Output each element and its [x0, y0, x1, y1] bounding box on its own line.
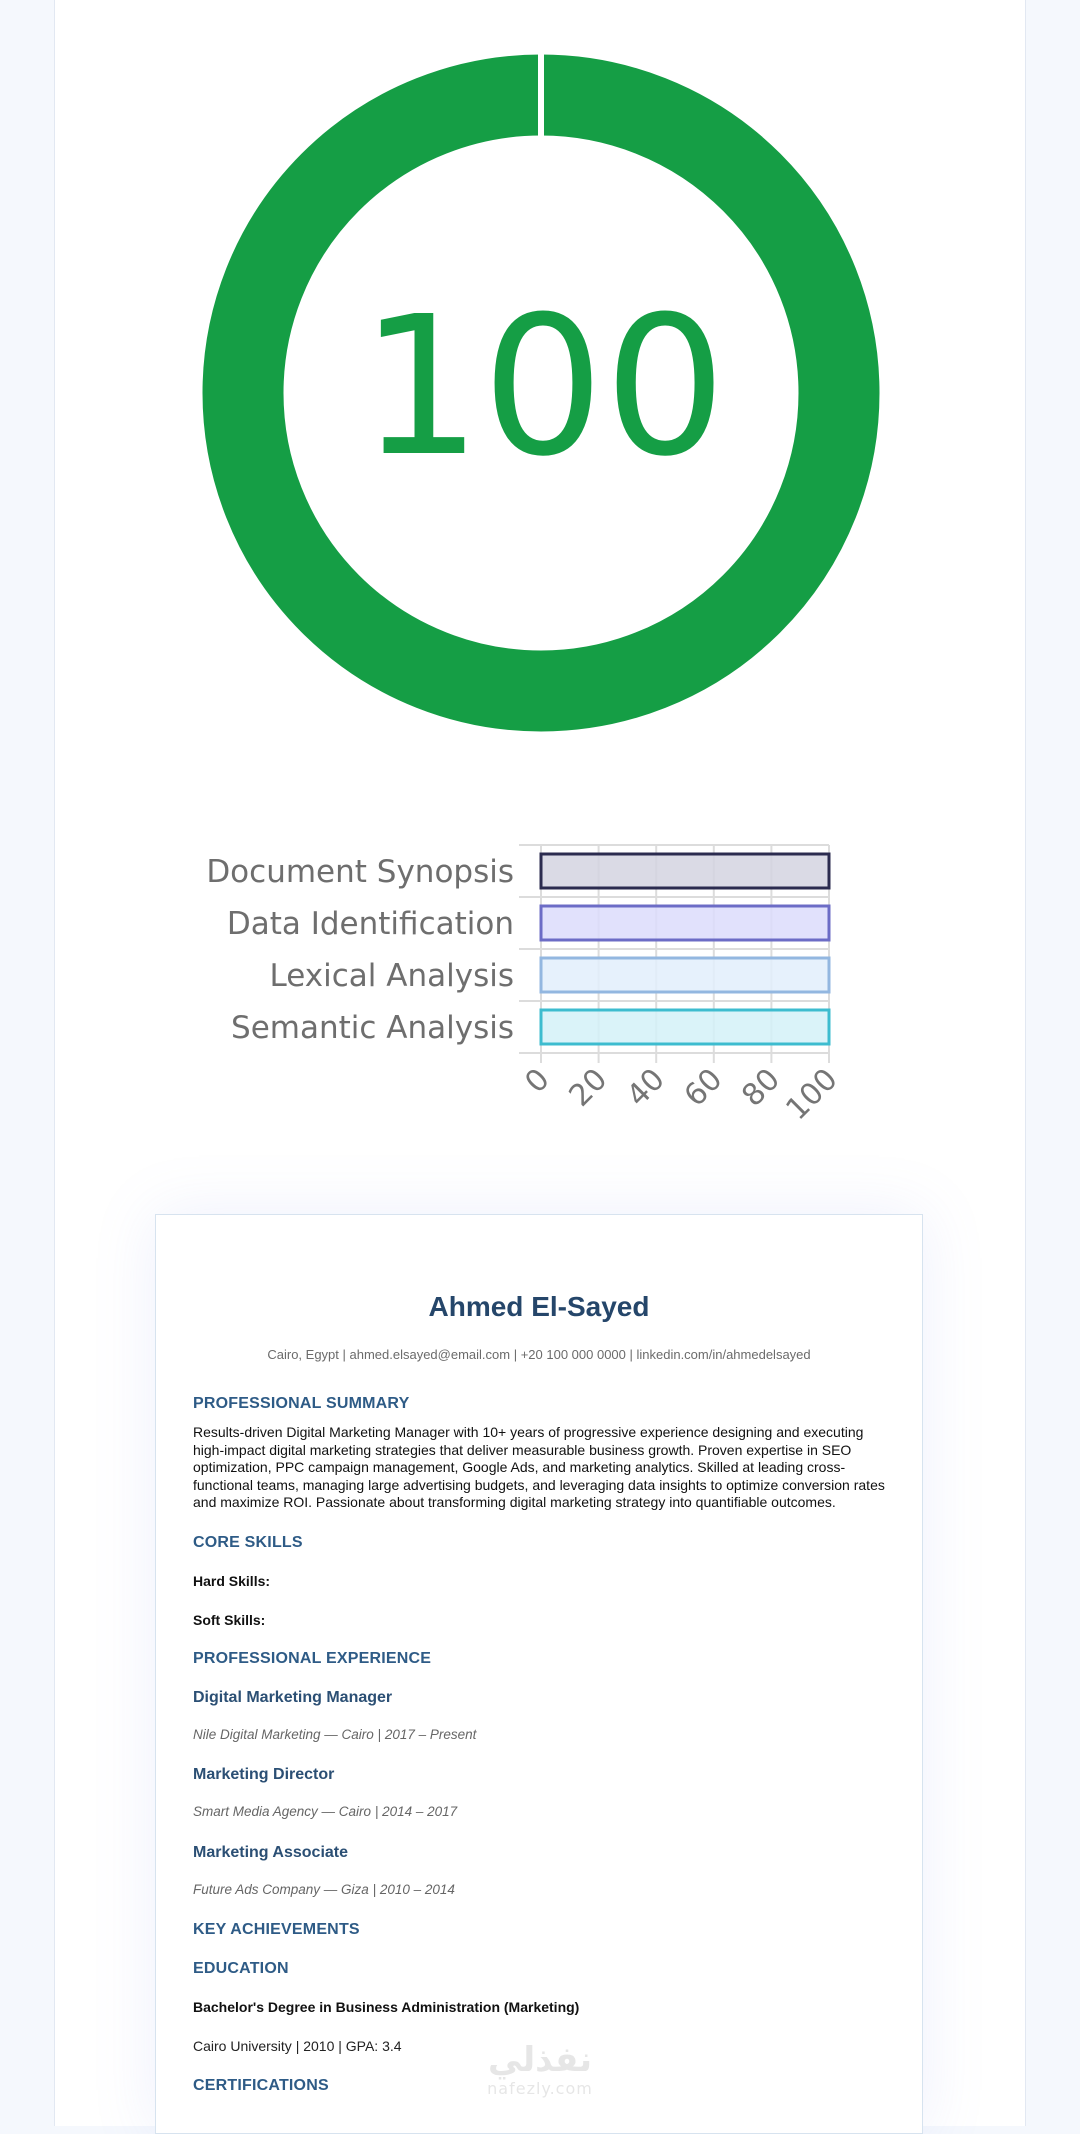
bar: [541, 906, 829, 940]
degree: Bachelor's Degree in Business Administration (Marketing): [193, 1999, 580, 2015]
analysis-bar-chart: [0, 820, 1080, 1140]
job-meta: Future Ads Company — Giza | 2010 – 2014: [193, 1882, 455, 1897]
job-meta: Nile Digital Marketing — Cairo | 2017 – Present: [193, 1727, 477, 1742]
job-title: Marketing Associate: [193, 1844, 349, 1861]
skills-heading: CORE SKILLS: [193, 1534, 303, 1551]
tick-label: 100: [779, 1061, 845, 1128]
score-ring: [0, 0, 1080, 760]
tick-label: 80: [735, 1061, 788, 1114]
category-label: Semantic Analysis: [231, 1010, 514, 1046]
resume-name: Ahmed El-Sayed: [428, 1291, 650, 1322]
achievements-heading: KEY ACHIEVEMENTS: [193, 1921, 360, 1938]
summary-text: Results-driven Digital Marketing Manager with 10+ years of progressive experience designing and executing high-impact digital marketing strategies that deliver measurable business growth. Proven expertise in SEO optimization, PPC campaign management, Google Ads, and marketing analytics. Skilled at leading cross-functional teams, managing large advertising budgets, and leveraging data insights to optimize conversion rates and maximize ROI. Passionate about transforming digital marketing strategy into quantifiable outcomes.: [193, 1424, 885, 1511]
job-meta: Smart Media Agency — Cairo | 2014 – 2017: [193, 1804, 458, 1819]
tick-label: 20: [562, 1061, 615, 1114]
experience-heading: PROFESSIONAL EXPERIENCE: [193, 1650, 432, 1667]
resume-preview: [155, 1214, 923, 2134]
score-value: 100: [359, 276, 727, 499]
tick-label: 60: [677, 1061, 730, 1114]
hard-skills-label: Hard Skills:: [193, 1573, 271, 1589]
certifications-heading: CERTIFICATIONS: [193, 2077, 329, 2094]
summary-heading: PROFESSIONAL SUMMARY: [193, 1395, 410, 1412]
resume-contact: Cairo, Egypt | ahmed.elsayed@email.com | +20 100 000 0000 | linkedin.com/in/ahmedelsayed: [267, 1347, 811, 1362]
bar: [541, 958, 829, 992]
bar: [541, 1010, 829, 1044]
watermark-latin: nafezly.com: [487, 2079, 593, 2098]
job-title: Marketing Director: [193, 1766, 335, 1783]
chart-category-labels: [206, 854, 514, 1046]
category-label: Document Synopsis: [206, 854, 514, 890]
job-title: Digital Marketing Manager: [193, 1689, 393, 1706]
education-heading: EDUCATION: [193, 1960, 289, 1977]
tick-label: 40: [620, 1061, 672, 1114]
soft-skills-label: Soft Skills:: [193, 1612, 266, 1628]
category-label: Data Identification: [226, 906, 514, 942]
tick-label: 0: [518, 1061, 557, 1101]
nafezly-watermark: [472, 2040, 608, 2110]
school: Cairo University | 2010 | GPA: 3.4: [193, 2038, 402, 2054]
category-label: Lexical Analysis: [269, 958, 514, 994]
watermark-arabic: نفذلي: [487, 2040, 593, 2080]
bar: [541, 854, 829, 888]
chart-x-tick-labels: [518, 1062, 844, 1127]
